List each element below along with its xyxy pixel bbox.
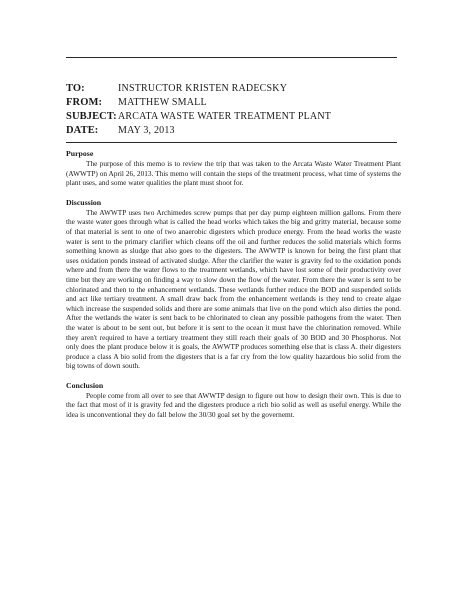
purpose-paragraph: The purpose of this memo is to review the trip that was taken to the Arcata Waste Water Treatment Plant (AWWTP) on April 26, 2013. This memo will contain the steps of the treatment process, what time of systems the plant uses, and some water qualities the plant must shoot for. <box>66 159 401 188</box>
subject-label: SUBJECT: <box>66 111 117 122</box>
to-label: TO: <box>66 83 85 94</box>
conclusion-section <box>66 381 401 420</box>
memo-body <box>66 149 401 420</box>
subject-value: ARCATA WASTE WATER TREATMENT PLANT <box>118 111 332 122</box>
header-divider <box>66 142 397 143</box>
from-label: FROM: <box>66 97 103 108</box>
discussion-paragraph: The AWWTP uses two Archimedes screw pumps that per day pump eighteen million gallons. From there the waste water goes through what is called the head works which takes the big and gritty material, because some of that material is sent to one of two anaerobic digesters which produce energy. From the head works the waste water is sent to the primary clarifier which cleans off the oil and further reduces the solid materials which forms something known as sludge that also goes to the digesters. The AWWTP is known for being the first plant that uses oxidation ponds instead of activated sludge. After the clarifier the water is gravity fed to the oxidation ponds where and from there the water flows to the treatment wetlands, which have lost some of their productivity over time but they are working on finding a way to slow down the flow of the water. From there the water is sent to be chlorinated and then to the enhancement wetlands. These wetlands further reduce the BOD and suspended solids and act like tertiary treatment. A small draw back from the enhancement wetlands is they tend to create algae which increase the suspended solids and there are some animals that live on the pond which also dirties the pond. After the wetlands the water is sent back to be chlorinated to clean any possible pathogens from the water. Then the water is about to be sent out, but before it is sent to the ocean it must have the chlorination removed. While they aren't required to have a tertiary treatment they still reach their goals of 30 BOD and 30 Phosphorus. Not only does the plant produce below it is goals, the AWWTP produces something else that is class A. their digesters produce a class A bio solid from the digesters that is a far cry from the low quality hazardous bio solid from the big towns of down south. <box>66 207 401 371</box>
header-row-to <box>66 82 406 96</box>
purpose-heading: Purpose <box>66 149 94 158</box>
conclusion-heading: Conclusion <box>66 380 104 390</box>
discussion-heading: Discussion <box>66 197 102 207</box>
header-row-subject <box>66 110 406 124</box>
conclusion-paragraph: People come from all over to see that AWWTP design to figure out how to design their own. This is due to the fact that most of it is gravity fed and the digesters produce a rich bio solid as well as useful energy. While the idea is unconventional they do fall below the 30/30 goal set by the governemt. <box>66 390 401 420</box>
date-value: MAY 3, 2013 <box>118 125 175 136</box>
discussion-section <box>66 198 401 371</box>
header-row-date <box>66 124 406 138</box>
date-label: DATE: <box>66 125 99 136</box>
top-divider <box>66 57 397 58</box>
memo-header <box>66 82 406 138</box>
from-value: MATTHEW SMALL <box>118 97 207 108</box>
header-row-from <box>66 96 406 110</box>
purpose-section <box>66 149 401 188</box>
to-value: INSTRUCTOR KRISTEN RADECSKY <box>118 83 288 94</box>
